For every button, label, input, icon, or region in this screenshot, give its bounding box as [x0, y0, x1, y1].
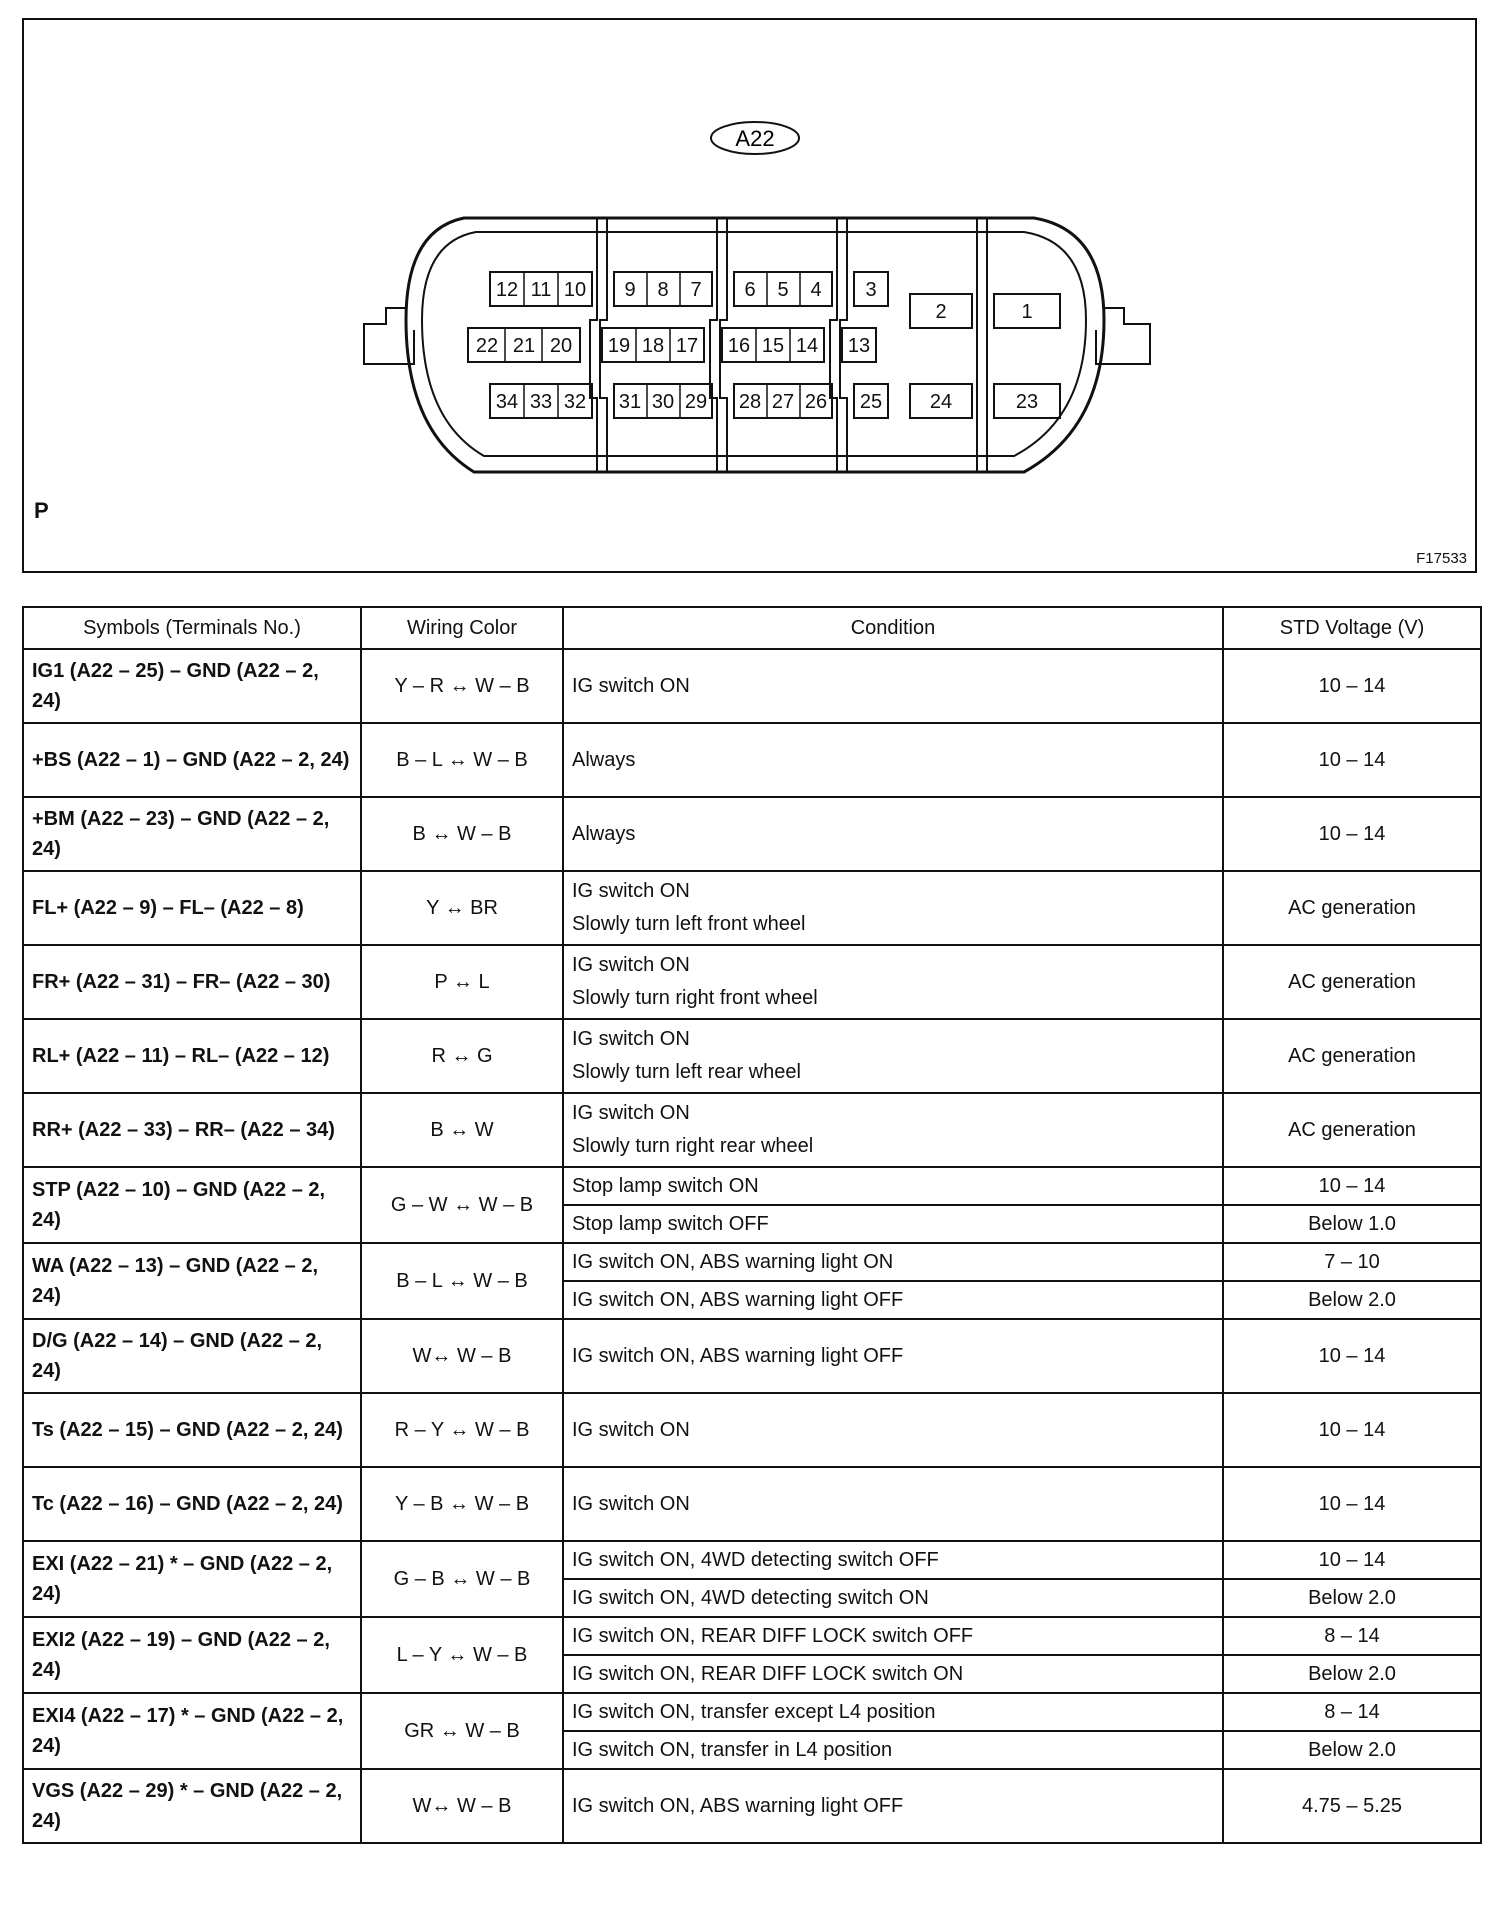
cell-symbol: Ts (A22 – 15) – GND (A22 – 2, 24) [23, 1393, 361, 1467]
pin-23: 23 [1015, 391, 1039, 413]
cell-wiring-color: R – Y ↔ W – B [361, 1393, 563, 1467]
cell-condition [563, 1093, 1223, 1167]
condition-line: Stop lamp switch OFF [572, 1212, 769, 1235]
cell-wiring-color: G – W ↔ W – B [361, 1167, 563, 1243]
cell-wiring-color: R ↔ G [361, 1019, 563, 1093]
cell-std-voltage: AC generation [1223, 871, 1481, 945]
cell-symbol: D/G (A22 – 14) – GND (A22 – 2, 24) [23, 1319, 361, 1393]
cell-std-voltage: 8 – 14 [1223, 1617, 1481, 1655]
cell-symbol: FL+ (A22 – 9) – FL– (A22 – 8) [23, 871, 361, 945]
cell-symbol: EXI2 (A22 – 19) – GND (A22 – 2, 24) [23, 1617, 361, 1693]
pin-14: 14 [795, 335, 819, 357]
condition-line: Slowly turn right front wheel [572, 987, 818, 1009]
condition-line: Always [572, 748, 636, 771]
pin-17: 17 [675, 335, 699, 357]
table-row [23, 1541, 1481, 1579]
condition-line: Slowly turn left front wheel [572, 913, 806, 935]
cell-std-voltage: 4.75 – 5.25 [1223, 1769, 1481, 1843]
cell-condition [563, 797, 1223, 871]
condition-line: IG switch ON [572, 954, 690, 976]
header-voltage: STD Voltage (V) [1223, 607, 1481, 649]
pin-21: 21 [512, 335, 536, 357]
cell-std-voltage: 10 – 14 [1223, 1319, 1481, 1393]
cell-condition [563, 1243, 1223, 1281]
cell-symbol: STP (A22 – 10) – GND (A22 – 2, 24) [23, 1167, 361, 1243]
cell-condition [563, 1467, 1223, 1541]
cell-std-voltage: 10 – 14 [1223, 797, 1481, 871]
cell-wiring-color: B – L ↔ W – B [361, 1243, 563, 1319]
condition-line: IG switch ON [572, 880, 690, 902]
cell-wiring-color: B – L ↔ W – B [361, 723, 563, 797]
table-row [23, 1693, 1481, 1731]
cell-std-voltage: AC generation [1223, 1019, 1481, 1093]
header-symbols: Symbols (Terminals No.) [23, 607, 361, 649]
header-condition: Condition [563, 607, 1223, 649]
cell-condition [563, 1731, 1223, 1769]
cell-condition [563, 1019, 1223, 1093]
table-row [23, 649, 1481, 723]
condition-line: IG switch ON, transfer except L4 position [572, 1700, 936, 1723]
cell-symbol: FR+ (A22 – 31) – FR– (A22 – 30) [23, 945, 361, 1019]
cell-condition [563, 1541, 1223, 1579]
cell-std-voltage: 10 – 14 [1223, 1467, 1481, 1541]
cell-std-voltage: AC generation [1223, 945, 1481, 1019]
condition-line: IG switch ON, transfer in L4 position [572, 1738, 893, 1761]
pin-15: 15 [761, 335, 785, 357]
table-row [23, 1019, 1481, 1093]
cell-condition [563, 1693, 1223, 1731]
table-row [23, 945, 1481, 1019]
condition-line: Slowly turn right rear wheel [572, 1135, 814, 1157]
cell-condition [563, 1617, 1223, 1655]
connector-drawing [24, 20, 1479, 575]
cell-wiring-color: GR ↔ W – B [361, 1693, 563, 1769]
pin-28: 28 [738, 391, 762, 413]
cell-wiring-color: L – Y ↔ W – B [361, 1617, 563, 1693]
cell-condition [563, 649, 1223, 723]
connector-label: A22 [735, 126, 775, 151]
pin-11: 11 [530, 279, 552, 301]
table-row [23, 1769, 1481, 1843]
cell-wiring-color: W↔ W – B [361, 1769, 563, 1843]
cell-condition [563, 1769, 1223, 1843]
cell-std-voltage: 10 – 14 [1223, 649, 1481, 723]
cell-wiring-color: Y – R ↔ W – B [361, 649, 563, 723]
table-row [23, 871, 1481, 945]
pin-3: 3 [865, 279, 877, 301]
connector-diagram [22, 18, 1477, 573]
pin-29: 29 [684, 391, 708, 413]
pin-27: 27 [771, 391, 795, 413]
cell-std-voltage: 10 – 14 [1223, 1167, 1481, 1205]
cell-symbol: EXI4 (A22 – 17) * – GND (A22 – 2, 24) [23, 1693, 361, 1769]
cell-condition [563, 1579, 1223, 1617]
cell-condition [563, 1393, 1223, 1467]
condition-line: IG switch ON, 4WD detecting switch OFF [572, 1548, 939, 1571]
table-row [23, 1243, 1481, 1281]
corner-label: P [34, 498, 49, 523]
table-row [23, 1319, 1481, 1393]
cell-condition [563, 945, 1223, 1019]
cell-symbol: WA (A22 – 13) – GND (A22 – 2, 24) [23, 1243, 361, 1319]
table-header-row [23, 607, 1481, 649]
condition-line: IG switch ON [572, 1492, 690, 1515]
table-row [23, 723, 1481, 797]
pin-4: 4 [810, 279, 822, 301]
cell-symbol: EXI (A22 – 21) * – GND (A22 – 2, 24) [23, 1541, 361, 1617]
condition-line: IG switch ON, ABS warning light OFF [572, 1344, 904, 1367]
cell-condition [563, 1655, 1223, 1693]
pin-9: 9 [624, 279, 636, 301]
condition-line: IG switch ON, 4WD detecting switch ON [572, 1586, 929, 1609]
connector-outer-shell [406, 218, 1104, 472]
cell-wiring-color: W↔ W – B [361, 1319, 563, 1393]
cell-std-voltage: 7 – 10 [1223, 1243, 1481, 1281]
cell-condition [563, 723, 1223, 797]
pin-6: 6 [744, 279, 756, 301]
pin-10: 10 [563, 279, 587, 301]
condition-line: IG switch ON, REAR DIFF LOCK switch OFF [572, 1624, 974, 1647]
table-body [23, 649, 1481, 1843]
condition-line: IG switch ON, ABS warning light OFF [572, 1794, 904, 1817]
cell-std-voltage: 10 – 14 [1223, 1393, 1481, 1467]
cell-wiring-color: P ↔ L [361, 945, 563, 1019]
pin-25: 25 [859, 391, 883, 413]
pin-26: 26 [804, 391, 828, 413]
pin-13: 13 [847, 335, 871, 357]
cell-symbol: +BS (A22 – 1) – GND (A22 – 2, 24) [23, 723, 361, 797]
cell-std-voltage: 10 – 14 [1223, 1541, 1481, 1579]
cell-std-voltage: 8 – 14 [1223, 1693, 1481, 1731]
cell-symbol: RR+ (A22 – 33) – RR– (A22 – 34) [23, 1093, 361, 1167]
cell-std-voltage: Below 2.0 [1223, 1731, 1481, 1769]
pin-1: 1 [1021, 301, 1033, 323]
cell-symbol: +BM (A22 – 23) – GND (A22 – 2, 24) [23, 797, 361, 871]
cell-wiring-color: G – B ↔ W – B [361, 1541, 563, 1617]
condition-line: Stop lamp switch ON [572, 1174, 759, 1197]
cell-wiring-color: Y – B ↔ W – B [361, 1467, 563, 1541]
condition-line: Always [572, 822, 636, 845]
condition-line: Slowly turn left rear wheel [572, 1061, 801, 1083]
pin-8: 8 [657, 279, 669, 301]
cell-std-voltage: Below 2.0 [1223, 1655, 1481, 1693]
cell-wiring-color: B ↔ W [361, 1093, 563, 1167]
condition-line: IG switch ON, REAR DIFF LOCK switch ON [572, 1662, 964, 1685]
pin-32: 32 [563, 391, 587, 413]
pin-7: 7 [690, 279, 702, 301]
figure-id: F17533 [1416, 550, 1467, 567]
table-row [23, 1093, 1481, 1167]
cell-condition [563, 1281, 1223, 1319]
pin-16: 16 [727, 335, 751, 357]
condition-line: IG switch ON, ABS warning light OFF [572, 1288, 904, 1311]
pin-18: 18 [641, 335, 665, 357]
cell-std-voltage: 10 – 14 [1223, 723, 1481, 797]
cell-symbol: VGS (A22 – 29) * – GND (A22 – 2, 24) [23, 1769, 361, 1843]
condition-line: IG switch ON [572, 1418, 690, 1441]
pin-20: 20 [549, 335, 573, 357]
condition-line: IG switch ON, ABS warning light ON [572, 1250, 894, 1273]
condition-line: IG switch ON [572, 1028, 690, 1050]
table-row [23, 1467, 1481, 1541]
pin-24: 24 [929, 391, 953, 413]
cell-std-voltage: Below 1.0 [1223, 1205, 1481, 1243]
cell-condition [563, 1205, 1223, 1243]
pin-5: 5 [777, 279, 789, 301]
table-row [23, 1617, 1481, 1655]
table-row [23, 1393, 1481, 1467]
header-wiring: Wiring Color [361, 607, 563, 649]
cell-condition [563, 1167, 1223, 1205]
cell-std-voltage: Below 2.0 [1223, 1579, 1481, 1617]
table-row [23, 1167, 1481, 1205]
cell-symbol: Tc (A22 – 16) – GND (A22 – 2, 24) [23, 1467, 361, 1541]
pin-30: 30 [651, 391, 675, 413]
pin-34: 34 [495, 391, 519, 413]
cell-std-voltage: Below 2.0 [1223, 1281, 1481, 1319]
cell-wiring-color: Y ↔ BR [361, 871, 563, 945]
pin-33: 33 [529, 391, 553, 413]
cell-std-voltage: AC generation [1223, 1093, 1481, 1167]
pin-31: 31 [618, 391, 642, 413]
cell-condition [563, 1319, 1223, 1393]
pin-22: 22 [475, 335, 499, 357]
cell-condition [563, 871, 1223, 945]
cell-symbol: RL+ (A22 – 11) – RL– (A22 – 12) [23, 1019, 361, 1093]
table-row [23, 797, 1481, 871]
pin-12: 12 [495, 279, 519, 301]
condition-line: IG switch ON [572, 674, 690, 697]
pin-19: 19 [607, 335, 631, 357]
terminal-spec-table [22, 606, 1482, 1844]
cell-wiring-color: B ↔ W – B [361, 797, 563, 871]
pin-2: 2 [935, 301, 947, 323]
cell-symbol: IG1 (A22 – 25) – GND (A22 – 2, 24) [23, 649, 361, 723]
condition-line: IG switch ON [572, 1102, 690, 1124]
